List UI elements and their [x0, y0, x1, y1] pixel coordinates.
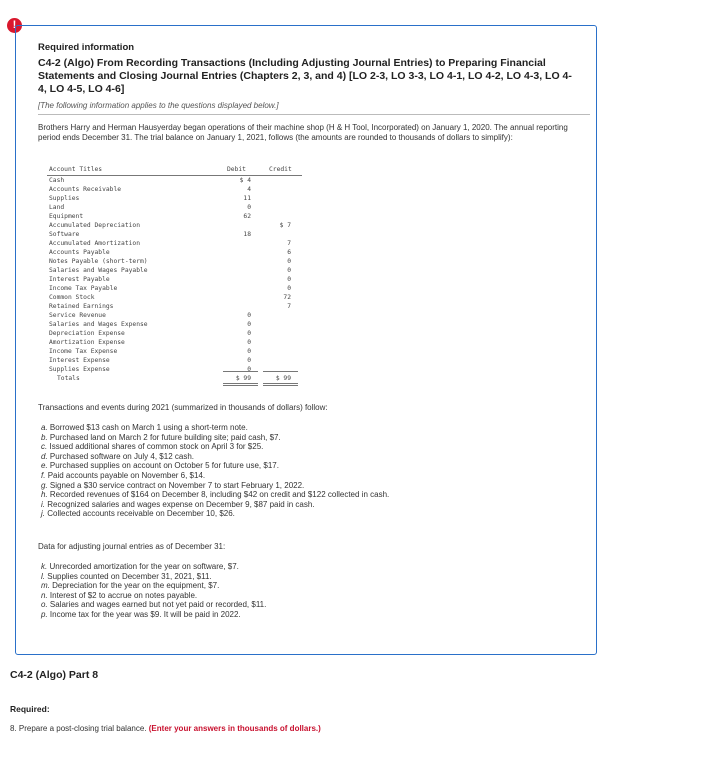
trial-balance-table: [47, 166, 302, 391]
debit-amount: 0: [247, 357, 251, 364]
list-item: [41, 509, 586, 519]
list-item: [41, 490, 586, 500]
transactions-heading: Transactions and events during 2021 (summarized in thousands of dollars) follow:: [38, 403, 328, 412]
required-label: Required:: [10, 704, 50, 714]
adjusting-list: [41, 562, 586, 620]
intro-paragraph: Brothers Harry and Herman Hausyerday began operations of their machine shop (H & H Tool, Incorporated) on January 1, 2020. The annual reporting period ends December 31. The trial balance on January 1, 2021, follows (the amounts are rounded to thousands of dollars to simplify):: [38, 123, 568, 142]
item-text: Interest of $2 to accrue on notes payable.: [49, 590, 198, 600]
debit-amount: 0: [247, 366, 251, 373]
list-item: [41, 581, 586, 591]
table-row: [47, 266, 302, 275]
totals-credit: $ 99: [275, 375, 291, 382]
debit-amount: 18: [243, 231, 251, 238]
table-row: [47, 230, 302, 239]
table-row: [47, 329, 302, 338]
info-note: [The following information applies to the questions displayed below.]: [38, 101, 279, 110]
debit-double-rule-1: [223, 383, 258, 384]
item-letter: c.: [41, 442, 48, 452]
table-row: [47, 275, 302, 284]
item-text: Purchased supplies on account on October 5 for future use, $17.: [49, 461, 279, 471]
item-text: Recorded revenues of $164 on December 8, including $42 on credit and $122 collected in cash.: [49, 490, 390, 500]
credit-amount: 0: [287, 258, 291, 265]
table-row: [47, 239, 302, 248]
table-row: [47, 284, 302, 293]
item-text: Unrecorded amortization for the year on software, $7.: [49, 562, 239, 571]
account-title: Service Revenue: [49, 312, 106, 319]
list-item: [41, 591, 586, 601]
totals-debit: $ 99: [235, 375, 251, 382]
item-text: Salaries and wages earned but not yet paid or recorded, $11.: [49, 600, 267, 610]
totals-label: Totals: [57, 375, 80, 382]
table-row: [47, 176, 302, 185]
required-info-heading: Required information: [38, 42, 135, 53]
account-title: Salaries and Wages Payable: [49, 267, 148, 274]
item-text: Purchased software on July 4, $12 cash.: [49, 451, 194, 461]
item-text: Issued additional shares of common stock on April 3 for $25.: [49, 442, 264, 452]
debit-amount: 0: [247, 321, 251, 328]
header-credit: Credit: [269, 166, 292, 173]
table-row: [47, 221, 302, 230]
item-letter: h.: [41, 490, 48, 500]
item-text: Purchased land on March 2 for future building site; paid cash, $7.: [49, 432, 281, 442]
totals-row: [47, 374, 302, 383]
account-title: Amortization Expense: [49, 339, 125, 346]
account-title: Equipment: [49, 213, 84, 220]
item-letter: i.: [41, 499, 45, 509]
required-information-panel: [15, 25, 597, 655]
list-item: [41, 423, 586, 433]
account-title: Supplies Expense: [49, 366, 110, 373]
item-text: Paid accounts payable on November 6, $14.: [47, 470, 206, 480]
debit-amount: 0: [247, 339, 251, 346]
debit-amount: $ 4: [239, 177, 251, 184]
item-letter: n.: [41, 590, 48, 600]
item-letter: l.: [41, 571, 45, 581]
adjusting-heading: Data for adjusting journal entries as of December 31:: [38, 542, 226, 551]
table-row: [47, 203, 302, 212]
account-title: Software: [49, 231, 80, 238]
item-letter: f.: [41, 470, 46, 480]
item-text: Recognized salaries and wages expense on December 9, $87 paid in cash.: [47, 499, 315, 509]
table-row: [47, 248, 302, 257]
credit-amount: 0: [287, 276, 291, 283]
account-title: Land: [49, 204, 65, 211]
item-letter: o.: [41, 600, 48, 610]
item-letter: j.: [41, 509, 45, 519]
trial-balance-header: [47, 166, 302, 175]
debit-amount: 4: [247, 186, 251, 193]
list-item: [41, 442, 586, 452]
item-letter: m.: [41, 581, 50, 591]
question-text: Prepare a post-closing trial balance.: [18, 724, 147, 733]
list-item: [41, 500, 586, 510]
account-title: Income Tax Expense: [49, 348, 118, 355]
account-title: Supplies: [49, 195, 80, 202]
account-title: Accounts Receivable: [49, 186, 122, 193]
item-text: Depreciation for the year on the equipment, $7.: [52, 581, 220, 591]
item-letter: e.: [41, 461, 48, 471]
account-title: Interest Expense: [49, 357, 110, 364]
account-title: Income Tax Payable: [49, 285, 118, 292]
account-title: Cash: [49, 177, 65, 184]
item-text: Signed a $30 service contract on November 7 to start February 1, 2022.: [49, 480, 305, 490]
table-row: [47, 212, 302, 221]
item-letter: k.: [41, 562, 48, 571]
table-row: [47, 338, 302, 347]
table-row: [47, 302, 302, 311]
table-row: [47, 185, 302, 194]
credit-amount: 72: [283, 294, 291, 301]
question-instruction: (Enter your answers in thousands of dollars.): [148, 724, 321, 733]
credit-amount: 0: [287, 267, 291, 274]
debit-double-rule-2: [223, 385, 258, 386]
table-row: [47, 293, 302, 302]
list-item: [41, 433, 586, 443]
table-row: [47, 347, 302, 356]
table-row: [47, 311, 302, 320]
transactions-list: [41, 423, 586, 519]
part-title: C4-2 (Algo) Part 8: [10, 669, 99, 681]
header-account-titles: Account Titles: [49, 166, 103, 173]
item-letter: g.: [41, 480, 48, 490]
problem-title: C4-2 (Algo) From Recording Transactions (Including Adjusting Journal Entries) to Preparing Financial Statements and Closing Journal Entries (Chapters 2, 3, and 4) [LO 2-3, LO 3-3, LO 4-1, LO 4-2, LO 4-3, LO 4-4, LO 4-5, LO 4-6]: [38, 57, 572, 95]
list-item: [41, 461, 586, 471]
account-title: Notes Payable (short-term): [49, 258, 148, 265]
question-number: 8.: [10, 724, 17, 733]
account-title: Interest Payable: [49, 276, 110, 283]
account-title: Salaries and Wages Expense: [49, 321, 148, 328]
account-title: Accumulated Amortization: [49, 240, 140, 247]
list-item: [41, 452, 586, 462]
table-row: [47, 320, 302, 329]
credit-amount: 7: [287, 303, 291, 310]
list-item: [41, 572, 586, 582]
item-letter: a.: [41, 423, 48, 432]
debit-amount: 0: [247, 348, 251, 355]
table-row: [47, 257, 302, 266]
credit-amount: 0: [287, 285, 291, 292]
account-title: Depreciation Expense: [49, 330, 125, 337]
item-text: Income tax for the year was $9. It will be paid in 2022.: [49, 609, 241, 619]
debit-amount: 0: [247, 204, 251, 211]
debit-amount: 0: [247, 312, 251, 319]
credit-double-rule-2: [263, 385, 298, 386]
list-item: [41, 471, 586, 481]
question-8: [10, 724, 321, 733]
list-item: [41, 562, 586, 572]
alert-icon: !: [7, 18, 22, 33]
list-item: [41, 600, 586, 610]
table-row: [47, 194, 302, 203]
table-row: [47, 356, 302, 365]
item-letter: b.: [41, 432, 48, 442]
item-text: Collected accounts receivable on December 10, $26.: [47, 509, 235, 519]
account-title: Accounts Payable: [49, 249, 110, 256]
item-letter: d.: [41, 451, 48, 461]
list-item: [41, 481, 586, 491]
item-letter: p.: [41, 609, 48, 619]
debit-amount: 62: [243, 213, 251, 220]
credit-amount: $ 7: [279, 222, 291, 229]
credit-amount: 7: [287, 240, 291, 247]
divider: [38, 114, 590, 115]
item-text: Borrowed $13 cash on March 1 using a short-term note.: [49, 423, 248, 432]
credit-amount: 6: [287, 249, 291, 256]
debit-amount: 11: [243, 195, 251, 202]
item-text: Supplies counted on December 31, 2021, $11.: [47, 571, 212, 581]
account-title: Accumulated Depreciation: [49, 222, 140, 229]
credit-double-rule-1: [263, 383, 298, 384]
list-item: [41, 610, 586, 620]
table-row: [47, 365, 302, 374]
debit-amount: 0: [247, 330, 251, 337]
account-title: Retained Earnings: [49, 303, 114, 310]
account-title: Common Stock: [49, 294, 95, 301]
header-debit: Debit: [227, 166, 246, 173]
